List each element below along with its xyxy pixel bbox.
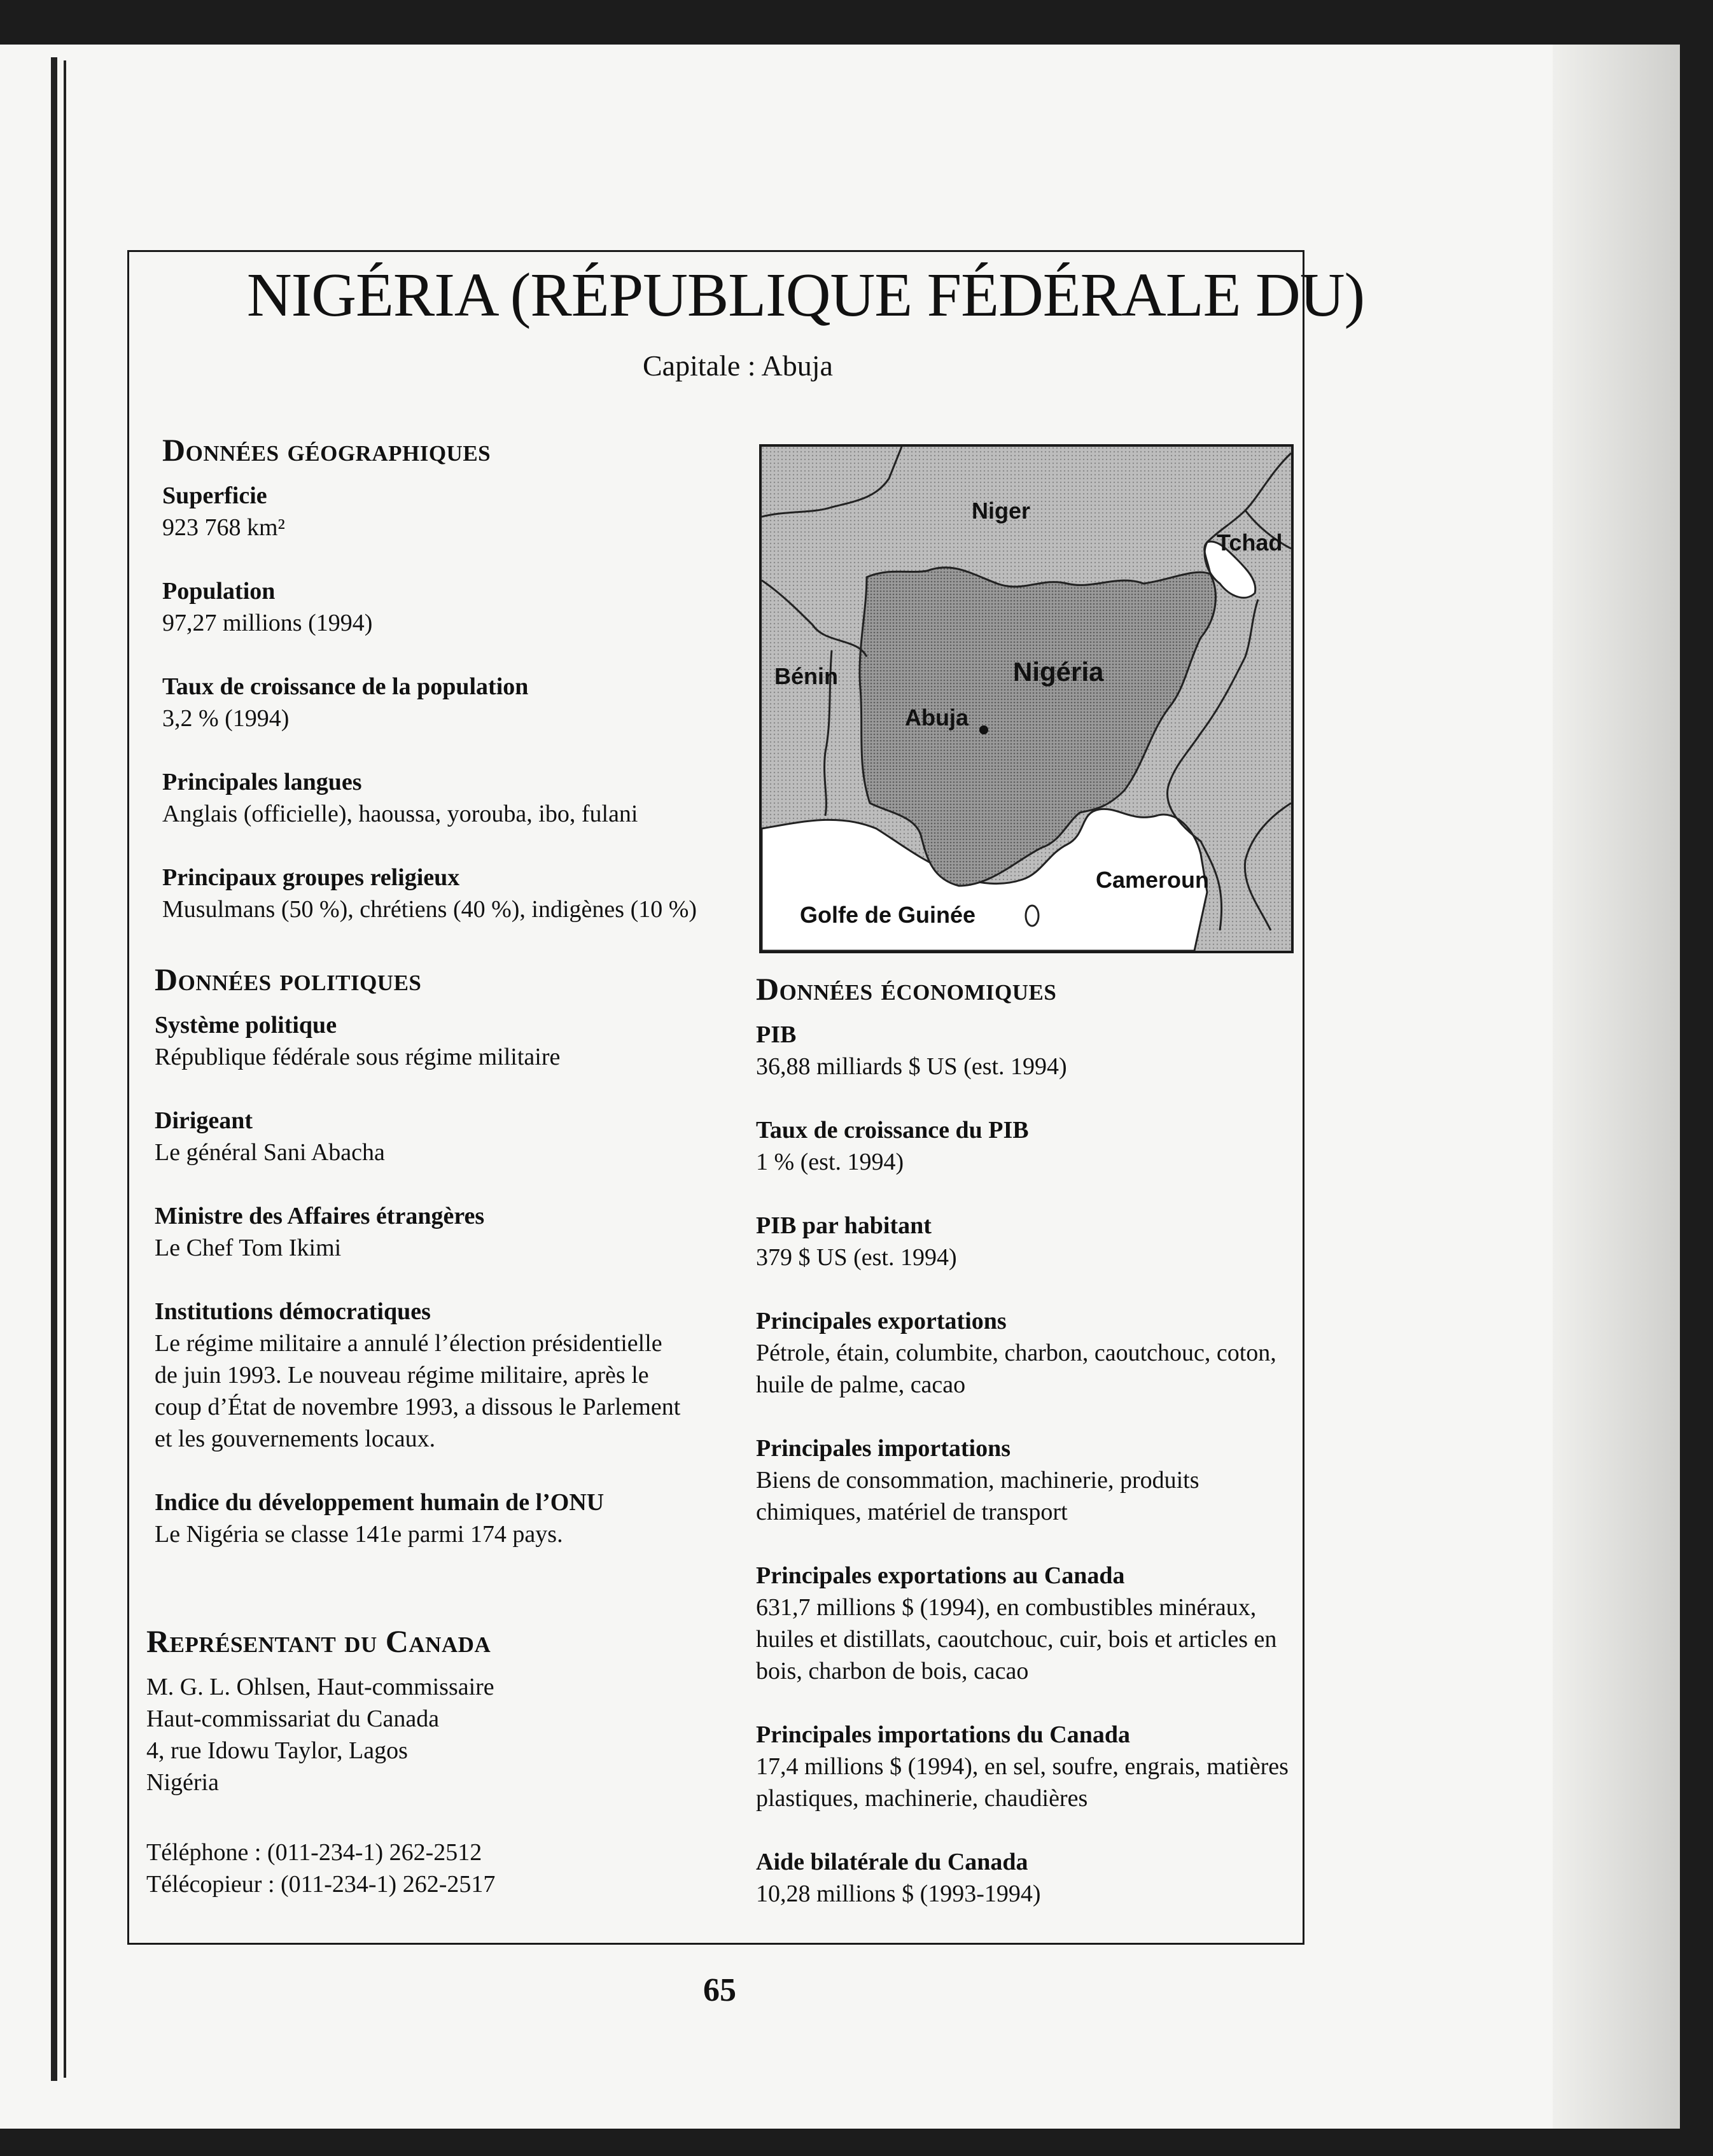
geo-field xyxy=(162,480,735,543)
island xyxy=(1026,906,1038,926)
field-value: 10,28 millions $ (1993-1994) xyxy=(756,1880,1041,1907)
field-label: Taux de croissance du PIB xyxy=(756,1117,1029,1144)
eco-field xyxy=(756,1432,1310,1528)
field-value: Biens de consommation, machinerie, produits chimiques, matériel de transport xyxy=(756,1467,1199,1525)
rep-line: 4, rue Idowu Taylor, Lagos xyxy=(146,1737,408,1764)
rep-phone: Téléphone : (011-234-1) 262-2512 xyxy=(146,1839,482,1866)
geo-field xyxy=(162,671,735,734)
field-label: Principales exportations xyxy=(756,1308,1007,1334)
rep-line: Haut-commissariat du Canada xyxy=(146,1705,440,1732)
field-value: 3,2 % (1994) xyxy=(162,705,290,732)
eco-field xyxy=(756,1846,1310,1910)
label-niger: Niger xyxy=(972,498,1031,524)
capital-line: Capitale : Abuja xyxy=(643,349,833,382)
rep-heading: Représentant du Canada xyxy=(146,1623,491,1659)
eco-field xyxy=(756,1305,1310,1401)
field-value: 1 % (est. 1994) xyxy=(756,1149,904,1175)
eco-field xyxy=(756,1019,1310,1082)
field-value: Le régime militaire a annulé l’élection présidentielle de juin 1993. Le nouveau régime militaire, après le coup d’État de novembre 1993, a dissous le Parlement et les gouvernements locaux. xyxy=(155,1330,681,1452)
rep-fax: Télécopieur : (011-234-1) 262-2517 xyxy=(146,1871,496,1898)
field-value: 17,4 millions $ (1994), en sel, soufre, engrais, matières plastiques, machinerie, chaudières xyxy=(756,1753,1289,1812)
nigeria-map xyxy=(759,444,1294,953)
rep-line: Nigéria xyxy=(146,1769,219,1796)
field-value: Pétrole, étain, columbite, charbon, caoutchouc, coton, huile de palme, cacao xyxy=(756,1340,1276,1398)
field-value: 97,27 millions (1994) xyxy=(162,610,373,636)
label-cameroun: Cameroun xyxy=(1096,867,1210,893)
rep-line: M. G. L. Ohlsen, Haut-commissaire xyxy=(146,1674,494,1700)
field-label: Ministre des Affaires étrangères xyxy=(155,1203,485,1229)
field-value: Musulmans (50 %), chrétiens (40 %), indigènes (10 %) xyxy=(162,896,697,923)
field-value: Le général Sani Abacha xyxy=(155,1139,385,1166)
pol-field xyxy=(155,1009,715,1073)
field-label: Institutions démocratiques xyxy=(155,1298,431,1325)
page-title: NIGÉRIA (RÉPUBLIQUE FÉDÉRALE DU) xyxy=(246,261,1365,330)
field-value: 631,7 millions $ (1994), en combustibles minéraux, huiles et distillats, caoutchouc, cuir, bois et articles en bois, charbon de bois, cacao xyxy=(756,1594,1277,1684)
field-label: Principales importations du Canada xyxy=(756,1721,1131,1748)
eco-heading: Données économiques xyxy=(756,971,1057,1007)
eco-field xyxy=(756,1560,1310,1687)
field-label: Population xyxy=(162,578,276,605)
binding-edge xyxy=(51,57,57,2081)
field-label: Principales importations xyxy=(756,1435,1011,1462)
geo-field xyxy=(162,862,735,925)
book-spine-shadow xyxy=(1553,45,1680,2129)
field-value: République fédérale sous régime militaire xyxy=(155,1044,561,1070)
field-label: Dirigeant xyxy=(155,1107,253,1134)
label-nigeria: Nigéria xyxy=(1013,657,1104,687)
field-value: Le Chef Tom Ikimi xyxy=(155,1235,342,1261)
field-label: PIB xyxy=(756,1021,797,1048)
field-label: Système politique xyxy=(155,1012,337,1039)
field-label: Superficie xyxy=(162,482,267,509)
eco-section xyxy=(756,970,1310,1942)
field-value: 379 $ US (est. 1994) xyxy=(756,1244,957,1271)
field-value: 36,88 milliards $ US (est. 1994) xyxy=(756,1053,1067,1080)
field-label: Principales langues xyxy=(162,769,362,795)
label-benin: Bénin xyxy=(774,663,839,689)
pol-field xyxy=(155,1296,689,1455)
geo-heading: Données géographiques xyxy=(162,432,491,468)
label-golfe: Golfe de Guinée xyxy=(800,902,976,928)
field-label: Principales exportations au Canada xyxy=(756,1562,1125,1589)
field-label: Principaux groupes religieux xyxy=(162,864,460,891)
abuja-marker xyxy=(979,725,988,734)
pol-section xyxy=(155,961,715,1582)
field-value: Le Nigéria se classe 141e parmi 174 pays. xyxy=(155,1521,563,1548)
pol-field xyxy=(155,1200,715,1264)
pol-heading: Données politiques xyxy=(155,962,422,997)
field-value: Anglais (officielle), haoussa, yorouba, ibo, fulani xyxy=(162,801,638,827)
page-number: 65 xyxy=(703,1972,736,2008)
pol-field xyxy=(155,1487,715,1550)
rep-section xyxy=(146,1623,706,1900)
field-label: Indice du développement humain de l’ONU xyxy=(155,1489,605,1516)
geo-section xyxy=(162,431,735,957)
geo-field xyxy=(162,766,735,830)
pol-field xyxy=(155,1105,715,1168)
binding-edge-inner xyxy=(64,60,66,2078)
label-tchad: Tchad xyxy=(1217,529,1283,556)
eco-field xyxy=(756,1114,1310,1178)
label-abuja: Abuja xyxy=(905,704,969,731)
field-value: 923 768 km² xyxy=(162,514,285,541)
eco-field xyxy=(756,1210,1310,1273)
field-label: Aide bilatérale du Canada xyxy=(756,1849,1028,1875)
eco-field xyxy=(756,1719,1310,1814)
field-label: Taux de croissance de la population xyxy=(162,673,529,700)
field-label: PIB par habitant xyxy=(756,1212,932,1239)
geo-field xyxy=(162,575,735,639)
